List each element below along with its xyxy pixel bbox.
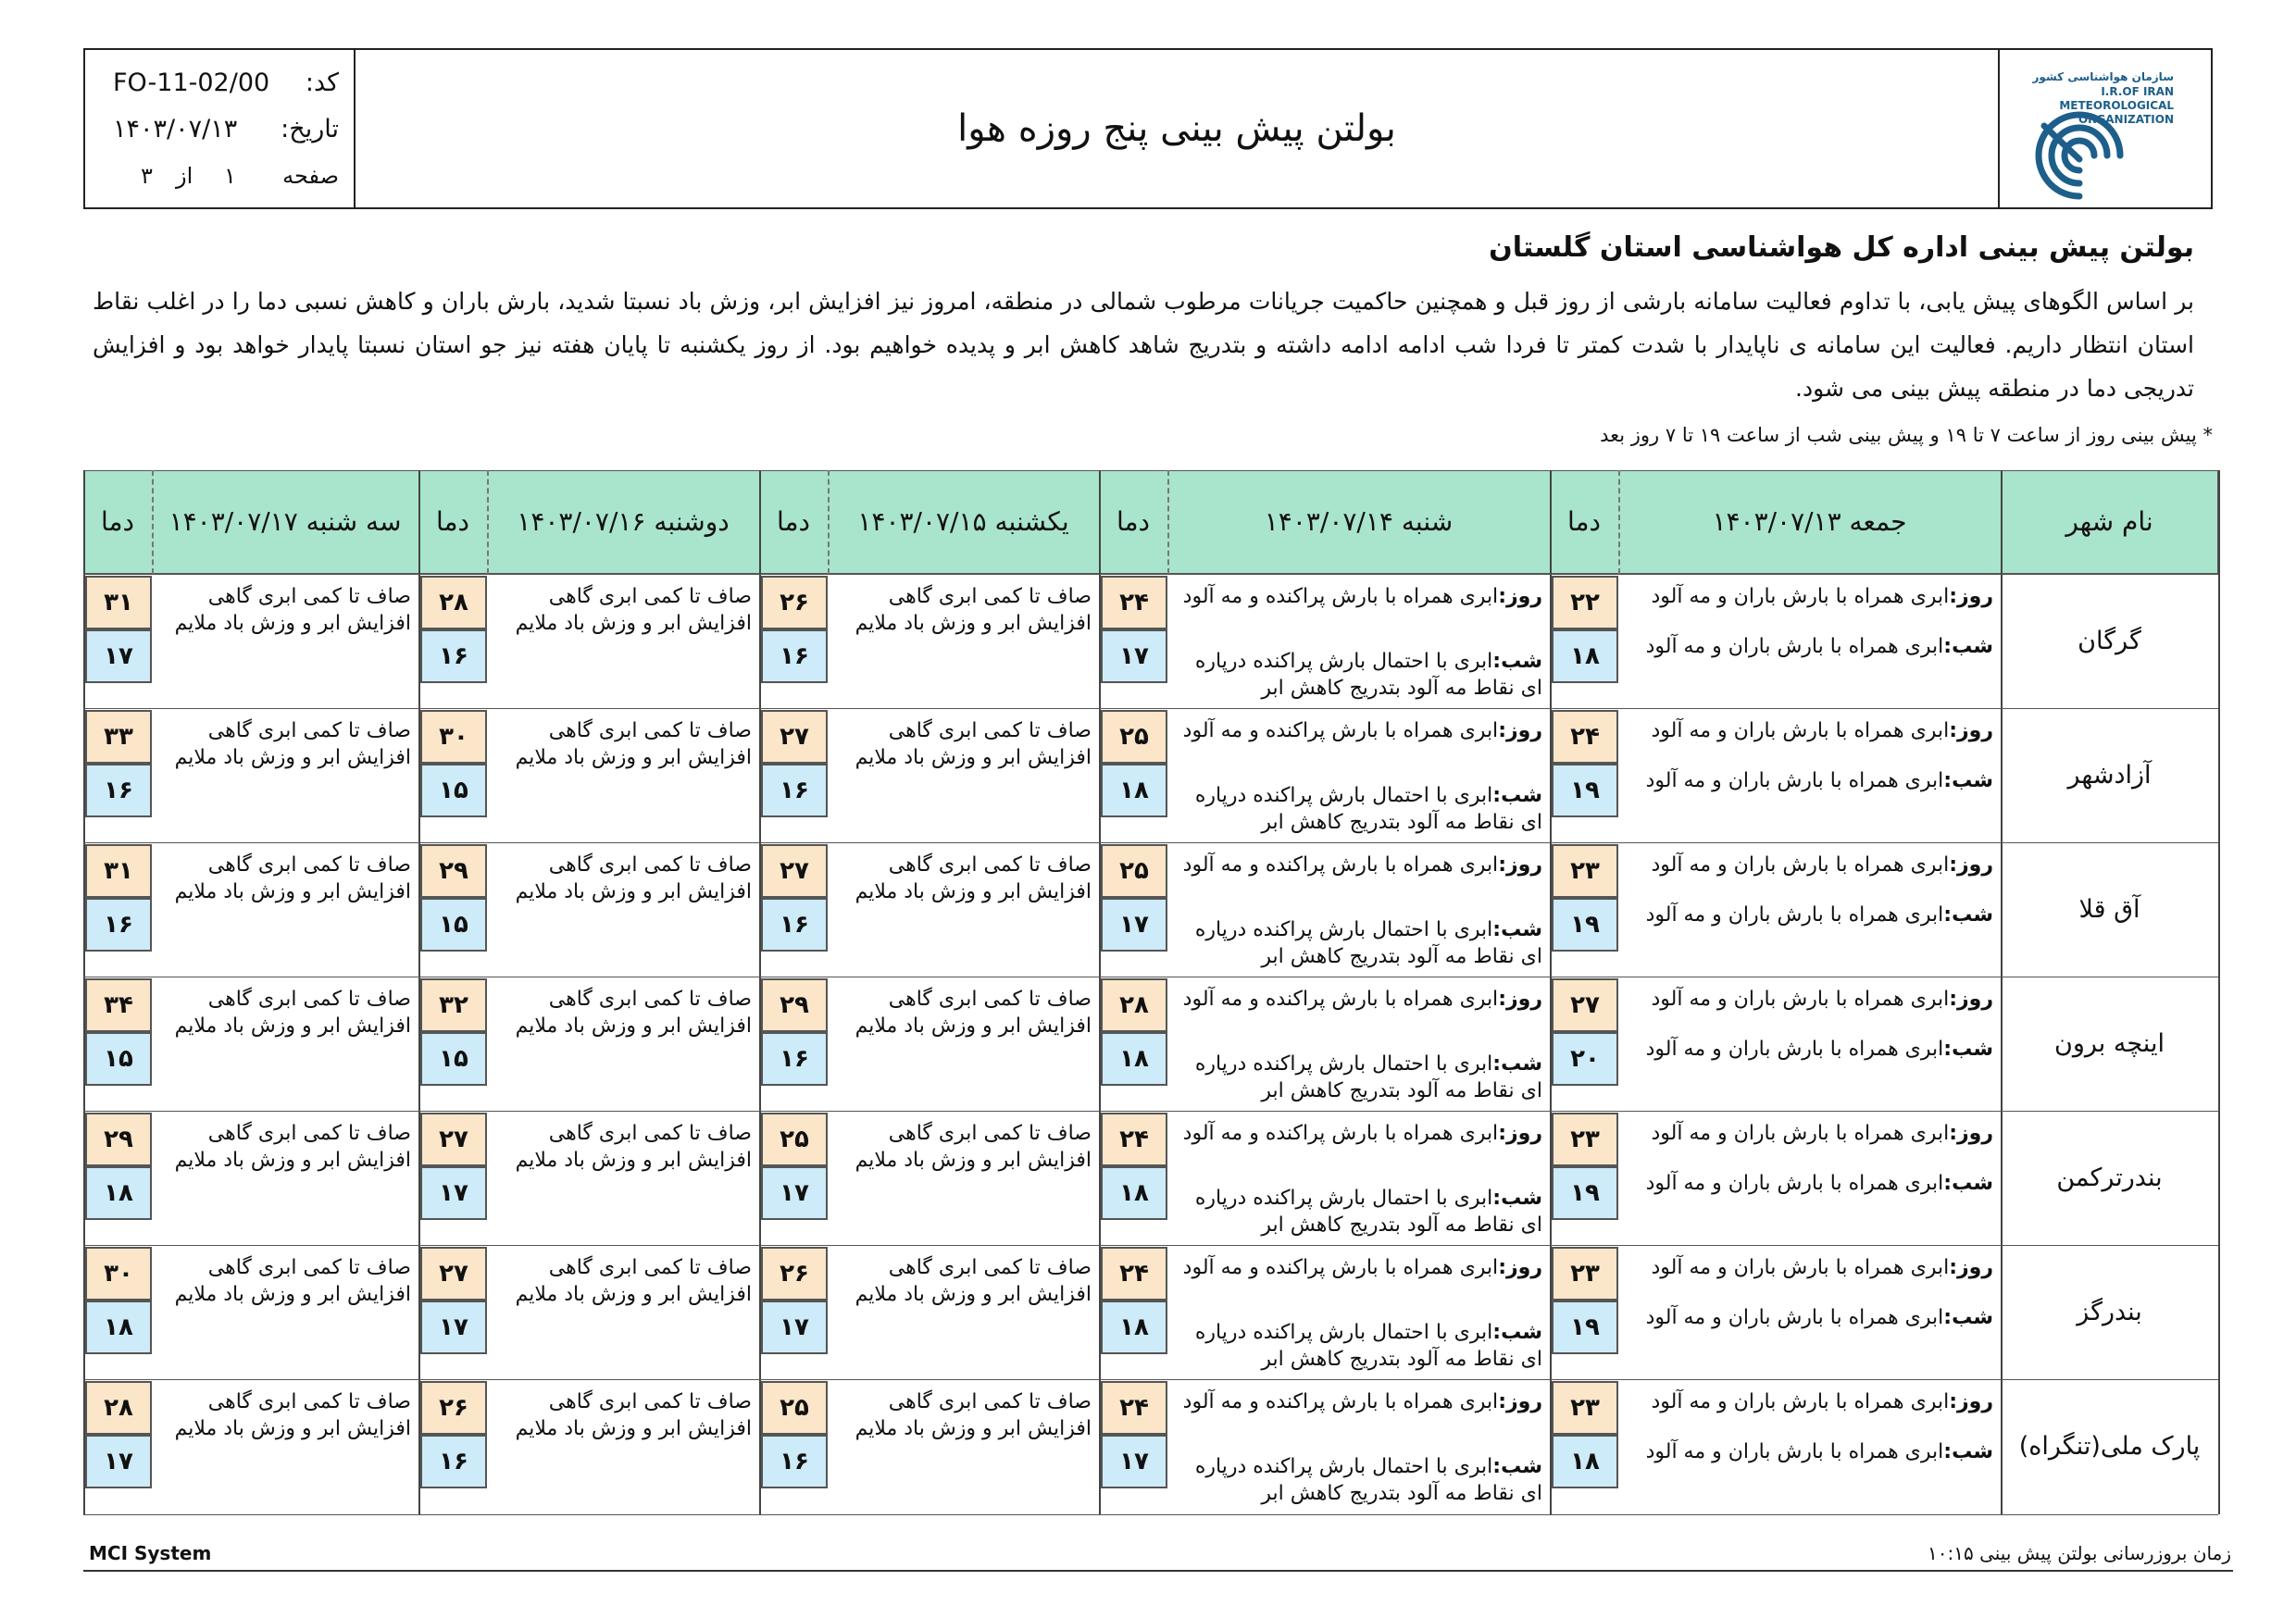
table-right-border	[2218, 470, 2220, 1514]
max-temp-cell: ۲۹	[420, 844, 487, 898]
forecast-line-1: صاف تا کمی ابری گاهی	[207, 585, 411, 608]
max-temp-cell: ۲۷	[1552, 978, 1618, 1032]
night-label: شب:	[1943, 1172, 1993, 1195]
day-label: روز:	[1498, 719, 1542, 742]
date-value: ۱۴۰۳/۰۷/۱۳	[113, 115, 238, 143]
temp-column-header: دما	[1117, 505, 1150, 537]
night-label: شب:	[1943, 1440, 1993, 1463]
forecast-line-1: صاف تا کمی ابری گاهی	[888, 1390, 1092, 1413]
min-temp-cell: ۱۶	[761, 1435, 828, 1488]
day-column-header: جمعه ۱۴۰۳/۰۷/۱۳	[1712, 505, 1907, 537]
night-label: شب:	[1492, 1455, 1542, 1478]
day-label: روز:	[1498, 853, 1542, 877]
city-column-header: نام شهر	[2065, 505, 2153, 537]
city-name: بندرگز	[2077, 1298, 2142, 1326]
max-temp-cell: ۲۶	[761, 576, 828, 629]
max-temp-cell: ۲۸	[1101, 978, 1167, 1032]
forecast-line-2: افزایش ابر و وزش باد ملایم	[855, 746, 1092, 769]
forecast-line-2: افزایش ابر و وزش باد ملایم	[515, 1417, 752, 1440]
max-temp-cell: ۲۹	[85, 1113, 152, 1166]
night-label: شب:	[1492, 1052, 1542, 1076]
footer-divider	[83, 1570, 2233, 1572]
header-dashed-divider	[487, 470, 489, 574]
day-condition: ابری همراه با بارش پراکنده و مه آلود	[1182, 585, 1499, 608]
night-condition: ابری با احتمال بارش پراکنده درپاره ای نقاط مه آلود بتدریج کاهش ابر	[1194, 784, 1542, 834]
min-temp-cell: ۱۷	[1101, 1435, 1167, 1488]
document-meta	[85, 50, 356, 207]
temp-column-header: دما	[1567, 505, 1601, 537]
forecast-line-2: افزایش ابر و وزش باد ملایم	[174, 1014, 411, 1038]
min-temp-cell: ۱۷	[761, 1301, 828, 1354]
forecast-line-1: صاف تا کمی ابری گاهی	[888, 719, 1092, 742]
max-temp-cell: ۲۷	[420, 1247, 487, 1301]
night-condition: ابری همراه با بارش باران و مه آلود	[1645, 635, 1944, 658]
day-label: روز:	[1498, 988, 1542, 1011]
max-temp-cell: ۲۵	[1101, 844, 1167, 898]
max-temp-cell: ۲۹	[761, 978, 828, 1032]
day-condition: ابری همراه با بارش پراکنده و مه آلود	[1182, 1256, 1499, 1279]
night-forecast	[1626, 767, 1993, 794]
night-forecast	[1179, 782, 1542, 836]
night-label: شب:	[1492, 918, 1542, 941]
max-temp-cell: ۲۵	[761, 1381, 828, 1435]
day-forecast	[1626, 986, 1993, 1013]
forecast-line-2: افزایش ابر و وزش باد ملایم	[174, 1283, 411, 1306]
max-temp-cell: ۳۱	[85, 844, 152, 898]
max-temp-cell: ۲۳	[1552, 1247, 1618, 1301]
logo-cell	[1998, 50, 2211, 207]
min-temp-cell: ۱۷	[420, 1166, 487, 1220]
max-temp-cell: ۲۳	[1552, 844, 1618, 898]
code-value: FO-11-02/00	[113, 68, 270, 97]
day-condition: ابری همراه با بارش باران و مه آلود	[1651, 853, 1950, 877]
min-temp-cell: ۱۷	[85, 1435, 152, 1488]
min-temp-cell: ۱۵	[420, 898, 487, 952]
night-condition: ابری همراه با بارش باران و مه آلود	[1645, 1172, 1944, 1195]
city-name: آزادشهر	[2067, 761, 2152, 790]
night-condition: ابری با احتمال بارش پراکنده درپاره ای نقاط مه آلود بتدریج کاهش ابر	[1194, 650, 1542, 700]
min-temp-cell: ۱۷	[1101, 629, 1167, 683]
forecast-line-1: صاف تا کمی ابری گاهی	[888, 585, 1092, 608]
day-label: روز:	[1949, 988, 1993, 1011]
min-temp-cell: ۱۶	[761, 898, 828, 952]
header-dashed-divider	[1167, 470, 1169, 574]
city-name: پارک ملی(تنگراه)	[2018, 1432, 2201, 1461]
max-temp-cell: ۲۶	[761, 1247, 828, 1301]
night-forecast	[1179, 1453, 1542, 1507]
night-label: شب:	[1492, 784, 1542, 807]
code-label: کد:	[305, 68, 339, 97]
night-label: شب:	[1492, 1187, 1542, 1210]
forecast-line-2: افزایش ابر و وزش باد ملایم	[174, 1149, 411, 1172]
row-divider	[83, 1245, 2218, 1246]
forecast-line-2: افزایش ابر و وزش باد ملایم	[174, 1417, 411, 1440]
header-dashed-divider	[152, 470, 154, 574]
day-label: روز:	[1498, 1256, 1542, 1279]
day-column-header: دوشنبه ۱۴۰۳/۰۷/۱۶	[517, 505, 730, 537]
forecast-line-1: صاف تا کمی ابری گاهی	[548, 585, 752, 608]
min-temp-cell: ۱۵	[85, 1032, 152, 1086]
min-temp-cell: ۱۶	[761, 1032, 828, 1086]
row-divider	[83, 1379, 2218, 1380]
night-label: شب:	[1943, 903, 1993, 927]
day-forecast	[1179, 1388, 1542, 1415]
forecast-line-2: افزایش ابر و وزش باد ملایم	[515, 1014, 752, 1038]
night-forecast	[1626, 1170, 1993, 1197]
row-divider	[83, 574, 2218, 575]
day-forecast	[1626, 852, 1993, 878]
day-condition: ابری همراه با بارش پراکنده و مه آلود	[1182, 1122, 1499, 1145]
day-forecast	[1626, 717, 1993, 744]
night-forecast	[1179, 1319, 1542, 1373]
night-forecast	[1626, 902, 1993, 928]
day-label: روز:	[1949, 1122, 1993, 1145]
forecast-line-2: افزایش ابر و وزش باد ملایم	[855, 612, 1092, 635]
forecast-line-2: افزایش ابر و وزش باد ملایم	[515, 1283, 752, 1306]
day-label: روز:	[1949, 853, 1993, 877]
night-forecast	[1626, 1438, 1993, 1465]
max-temp-cell: ۲۴	[1552, 710, 1618, 764]
logo-text-line1: I.R.OF IRAN	[2101, 85, 2174, 98]
time-range-note: * پیش بینی روز از ساعت ۷ تا ۱۹ و پیش بینی شب از ساعت ۱۹ تا ۷ روز بعد	[1600, 424, 2213, 446]
night-label: شب:	[1943, 1306, 1993, 1329]
day-condition: ابری همراه با بارش باران و مه آلود	[1651, 719, 1950, 742]
min-temp-cell: ۱۹	[1552, 764, 1618, 817]
forecast-line-2: افزایش ابر و وزش باد ملایم	[515, 746, 752, 769]
day-condition: ابری همراه با بارش باران و مه آلود	[1651, 1122, 1950, 1145]
max-temp-cell: ۲۷	[761, 710, 828, 764]
min-temp-cell: ۱۷	[420, 1301, 487, 1354]
min-temp-cell: ۱۹	[1552, 1301, 1618, 1354]
day-label: روز:	[1498, 585, 1542, 608]
city-name: گرگان	[2078, 627, 2141, 655]
header-dashed-divider	[828, 470, 830, 574]
max-temp-cell: ۲۴	[1101, 1247, 1167, 1301]
day-label: روز:	[1949, 719, 1993, 742]
min-temp-cell: ۱۸	[1101, 1166, 1167, 1220]
max-temp-cell: ۲۷	[420, 1113, 487, 1166]
table-bottom-border	[83, 1514, 2218, 1515]
min-temp-cell: ۱۸	[85, 1166, 152, 1220]
night-condition: ابری همراه با بارش باران و مه آلود	[1645, 769, 1944, 792]
night-condition: ابری همراه با بارش باران و مه آلود	[1645, 1306, 1944, 1329]
day-condition: ابری همراه با بارش باران و مه آلود	[1651, 988, 1950, 1011]
max-temp-cell: ۳۲	[420, 978, 487, 1032]
night-forecast	[1179, 1051, 1542, 1104]
night-condition: ابری همراه با بارش باران و مه آلود	[1645, 1038, 1944, 1061]
forecast-table	[83, 470, 2218, 1514]
row-divider	[83, 708, 2218, 709]
day-forecast	[1179, 852, 1542, 878]
night-label: شب:	[1492, 650, 1542, 673]
date-label: تاریخ:	[281, 115, 339, 143]
max-temp-cell: ۲۳	[1552, 1113, 1618, 1166]
min-temp-cell: ۱۸	[1101, 1032, 1167, 1086]
day-label: روز:	[1949, 1256, 1993, 1279]
forecast-line-1: صاف تا کمی ابری گاهی	[548, 1122, 752, 1145]
city-name: آق قلا	[2078, 895, 2140, 924]
forecast-line-2: افزایش ابر و وزش باد ملایم	[855, 1283, 1092, 1306]
day-condition: ابری همراه با بارش پراکنده و مه آلود	[1182, 853, 1499, 877]
max-temp-cell: ۲۶	[420, 1381, 487, 1435]
max-temp-cell: ۲۵	[761, 1113, 828, 1166]
logo-text-fa: سازمان هواشناسی کشور	[2032, 70, 2174, 83]
day-label: روز:	[1498, 1122, 1542, 1145]
page-label: صفحه	[282, 163, 339, 189]
forecast-line-2: افزایش ابر و وزش باد ملایم	[174, 880, 411, 903]
day-forecast	[1179, 1254, 1542, 1281]
synoptic-summary: بر اساس الگوهای پیش یابی، با تداوم فعالیت سامانه بارشی از روز قبل و همچنین حاکمیت جریانات مرطوب شمالی در منطقه، امروز نیز افزایش ابر، وزش باد نسبتا شدید، بارش باران و کاهش نسبی دما را در اغلب نقاط استان انتظار داریم. فعالیت این سامانه ی ناپایدار با شدت کمتر تا فردا شب ادامه ادامه داشته و بتدریج شاهد کاهش ابر و پدیده خواهیم بود. از روز یکشنبه تا پایان هفته نیز جو استان نسبتا پایدار خواهد بود و افزایش تدریجی دما در منطقه پیش بینی می شود.	[93, 288, 2194, 402]
night-condition: ابری همراه با بارش باران و مه آلود	[1645, 903, 1944, 927]
day-column-header: شنبه ۱۴۰۳/۰۷/۱۴	[1264, 505, 1454, 537]
day-forecast	[1626, 1388, 1993, 1415]
day-column-header: یکشنبه ۱۴۰۳/۰۷/۱۵	[857, 505, 1069, 537]
max-temp-cell: ۲۷	[761, 844, 828, 898]
night-forecast	[1179, 648, 1542, 702]
bulletin-title: بولتن پیش بینی پنج روزه هوا	[957, 107, 1396, 150]
min-temp-cell: ۱۶	[761, 629, 828, 683]
min-temp-cell: ۱۷	[85, 629, 152, 683]
min-temp-cell: ۱۶	[420, 1435, 487, 1488]
min-temp-cell: ۱۸	[1101, 1301, 1167, 1354]
night-condition: ابری با احتمال بارش پراکنده درپاره ای نقاط مه آلود بتدریج کاهش ابر	[1194, 1321, 1542, 1371]
update-time: زمان بروزرسانی بولتن پیش بینی ۱۰:۱۵	[1928, 1542, 2231, 1564]
office-subtitle: بولتن پیش بینی اداره کل هواشناسی استان گلستان	[1489, 231, 2194, 264]
logo-text-line3: ORGANIZATION	[2078, 113, 2174, 126]
night-label: شب:	[1943, 635, 1993, 658]
min-temp-cell: ۱۸	[1552, 629, 1618, 683]
night-condition: ابری با احتمال بارش پراکنده درپاره ای نقاط مه آلود بتدریج کاهش ابر	[1194, 1455, 1542, 1505]
day-condition: ابری همراه با بارش پراکنده و مه آلود	[1182, 719, 1499, 742]
page-of: از	[176, 163, 193, 189]
city-name: بندرترکمن	[2056, 1164, 2163, 1192]
forecast-line-2: افزایش ابر و وزش باد ملایم	[855, 1417, 1092, 1440]
forecast-line-1: صاف تا کمی ابری گاهی	[548, 988, 752, 1011]
city-name: اینچه برون	[2054, 1029, 2165, 1058]
day-forecast	[1179, 1120, 1542, 1147]
min-temp-cell: ۱۹	[1552, 898, 1618, 952]
header-dashed-divider	[1618, 470, 1620, 574]
day-condition: ابری همراه با بارش پراکنده و مه آلود	[1182, 988, 1499, 1011]
forecast-line-1: صاف تا کمی ابری گاهی	[548, 853, 752, 877]
night-label: شب:	[1492, 1321, 1542, 1344]
min-temp-cell: ۱۹	[1552, 1166, 1618, 1220]
day-label: روز:	[1498, 1390, 1542, 1413]
day-label: روز:	[1949, 585, 1993, 608]
min-temp-cell: ۱۶	[85, 898, 152, 952]
forecast-line-1: صاف تا کمی ابری گاهی	[888, 1122, 1092, 1145]
forecast-line-1: صاف تا کمی ابری گاهی	[207, 1390, 411, 1413]
forecast-line-1: صاف تا کمی ابری گاهی	[548, 719, 752, 742]
system-name: MCI System	[89, 1542, 212, 1564]
temp-column-header: دما	[101, 505, 134, 537]
night-label: شب:	[1943, 769, 1993, 792]
min-temp-cell: ۱۷	[1101, 898, 1167, 952]
forecast-line-1: صاف تا کمی ابری گاهی	[888, 1256, 1092, 1279]
max-temp-cell: ۲۲	[1552, 576, 1618, 629]
max-temp-cell: ۳۰	[85, 1247, 152, 1301]
min-temp-cell: ۱۸	[85, 1301, 152, 1354]
night-forecast	[1626, 1304, 1993, 1331]
max-temp-cell: ۲۴	[1101, 1113, 1167, 1166]
day-forecast	[1626, 1254, 1993, 1281]
night-condition: ابری همراه با بارش باران و مه آلود	[1645, 1440, 1944, 1463]
forecast-line-2: افزایش ابر و وزش باد ملایم	[515, 880, 752, 903]
min-temp-cell: ۱۶	[420, 629, 487, 683]
day-condition: ابری همراه با بارش باران و مه آلود	[1651, 1256, 1950, 1279]
min-temp-cell: ۱۵	[420, 1032, 487, 1086]
min-temp-cell: ۱۶	[85, 764, 152, 817]
max-temp-cell: ۲۴	[1101, 1381, 1167, 1435]
forecast-line-2: افزایش ابر و وزش باد ملایم	[515, 1149, 752, 1172]
forecast-line-1: صاف تا کمی ابری گاهی	[888, 853, 1092, 877]
max-temp-cell: ۳۴	[85, 978, 152, 1032]
temp-column-header: دما	[436, 505, 469, 537]
night-condition: ابری با احتمال بارش پراکنده درپاره ای نقاط مه آلود بتدریج کاهش ابر	[1194, 1187, 1542, 1237]
day-column-header: سه شنبه ۱۴۰۳/۰۷/۱۷	[168, 505, 402, 537]
night-condition: ابری با احتمال بارش پراکنده درپاره ای نقاط مه آلود بتدریج کاهش ابر	[1194, 1052, 1542, 1102]
forecast-line-2: افزایش ابر و وزش باد ملایم	[174, 746, 411, 769]
forecast-line-1: صاف تا کمی ابری گاهی	[207, 1122, 411, 1145]
page-current: ۱	[224, 163, 236, 189]
max-temp-cell: ۳۰	[420, 710, 487, 764]
min-temp-cell: ۱۵	[420, 764, 487, 817]
day-label: روز:	[1949, 1390, 1993, 1413]
forecast-line-1: صاف تا کمی ابری گاهی	[207, 1256, 411, 1279]
max-temp-cell: ۳۳	[85, 710, 152, 764]
max-temp-cell: ۲۴	[1101, 576, 1167, 629]
forecast-line-1: صاف تا کمی ابری گاهی	[548, 1390, 752, 1413]
day-condition: ابری همراه با بارش پراکنده و مه آلود	[1182, 1390, 1499, 1413]
day-forecast	[1626, 583, 1993, 610]
forecast-line-1: صاف تا کمی ابری گاهی	[207, 853, 411, 877]
night-forecast	[1626, 1036, 1993, 1063]
day-forecast	[1179, 583, 1542, 610]
min-temp-cell: ۲۰	[1552, 1032, 1618, 1086]
forecast-line-2: افزایش ابر و وزش باد ملایم	[855, 1014, 1092, 1038]
row-divider	[83, 842, 2218, 843]
bulletin-header	[83, 48, 2213, 209]
temp-column-header: دما	[777, 505, 810, 537]
forecast-line-1: صاف تا کمی ابری گاهی	[888, 988, 1092, 1011]
min-temp-cell: ۱۸	[1552, 1435, 1618, 1488]
forecast-line-1: صاف تا کمی ابری گاهی	[207, 988, 411, 1011]
min-temp-cell: ۱۷	[761, 1166, 828, 1220]
max-temp-cell: ۲۸	[420, 576, 487, 629]
max-temp-cell: ۲۸	[85, 1381, 152, 1435]
page-total: ۳	[141, 163, 153, 189]
night-forecast	[1179, 916, 1542, 970]
forecast-line-1: صاف تا کمی ابری گاهی	[207, 719, 411, 742]
max-temp-cell: ۲۳	[1552, 1381, 1618, 1435]
day-condition: ابری همراه با بارش باران و مه آلود	[1651, 1390, 1950, 1413]
night-forecast	[1626, 633, 1993, 660]
max-temp-cell: ۲۵	[1101, 710, 1167, 764]
logo-text-line2: METEOROLOGICAL	[2059, 99, 2174, 112]
forecast-line-2: افزایش ابر و وزش باد ملایم	[855, 1149, 1092, 1172]
day-forecast	[1626, 1120, 1993, 1147]
forecast-line-2: افزایش ابر و وزش باد ملایم	[174, 612, 411, 635]
day-condition: ابری همراه با بارش باران و مه آلود	[1651, 585, 1950, 608]
day-forecast	[1179, 717, 1542, 744]
night-condition: ابری با احتمال بارش پراکنده درپاره ای نقاط مه آلود بتدریج کاهش ابر	[1194, 918, 1542, 968]
forecast-line-2: افزایش ابر و وزش باد ملایم	[855, 880, 1092, 903]
night-forecast	[1179, 1185, 1542, 1238]
forecast-line-2: افزایش ابر و وزش باد ملایم	[515, 612, 752, 635]
min-temp-cell: ۱۸	[1101, 764, 1167, 817]
max-temp-cell: ۳۱	[85, 576, 152, 629]
row-divider	[83, 1111, 2218, 1112]
night-label: شب:	[1943, 1038, 1993, 1061]
forecast-line-1: صاف تا کمی ابری گاهی	[548, 1256, 752, 1279]
min-temp-cell: ۱۶	[761, 764, 828, 817]
day-forecast	[1179, 986, 1542, 1013]
